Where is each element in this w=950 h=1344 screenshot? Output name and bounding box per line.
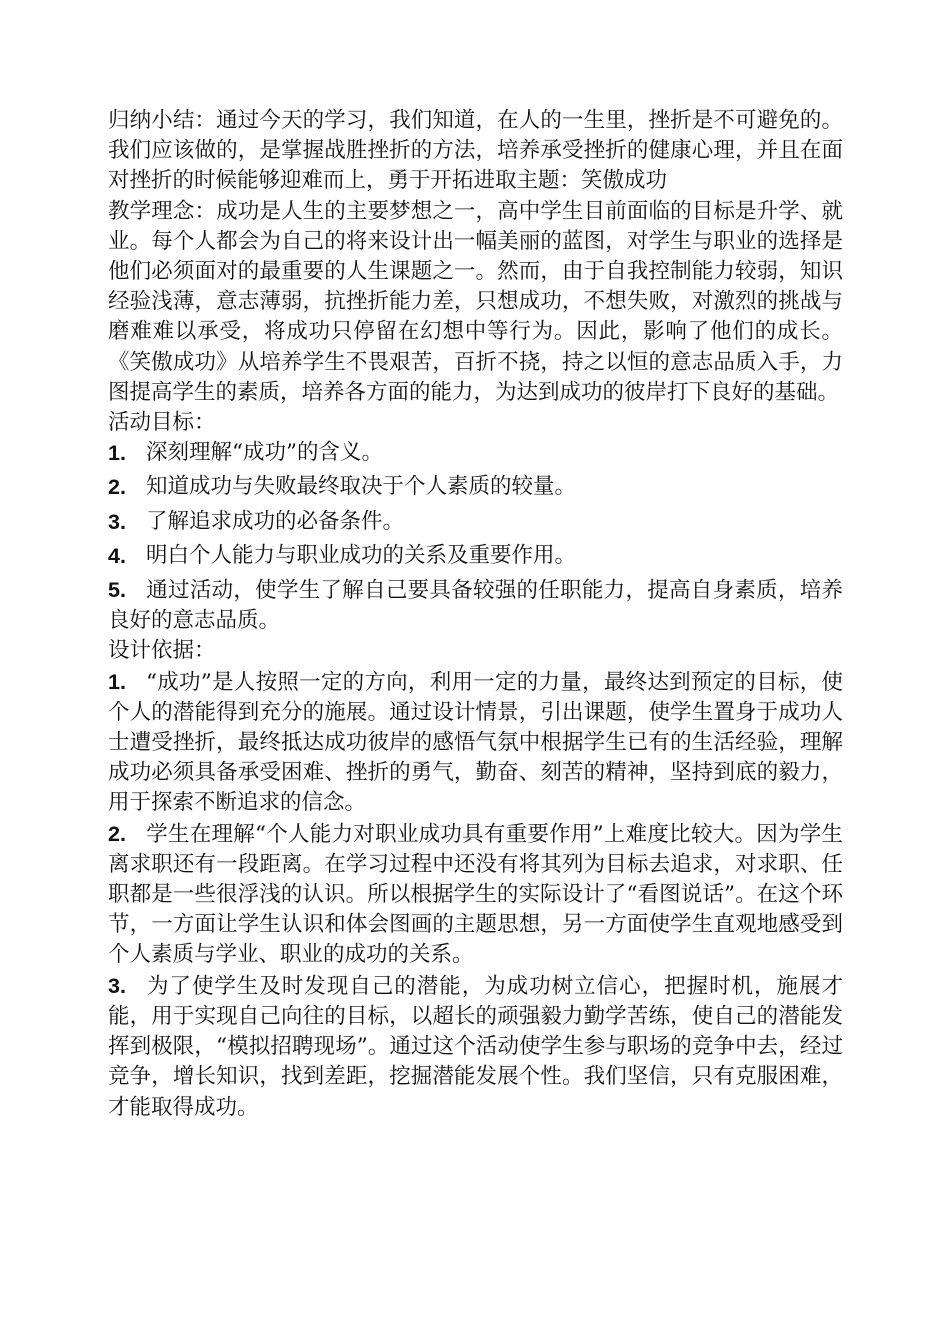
- list-text: 明白个人能力与职业成功的关系及重要作用。: [146, 542, 577, 568]
- list-number: 2.: [108, 821, 126, 846]
- list-number: 1.: [108, 669, 126, 694]
- list-text: 学生在理解“个人能力对职业成功具有重要作用”上难度比较大。因为学生离求职还有一段距离。在学习过程中还没有将其列为目标去追求，对求职、任职都是一些很浮浅的认识。所以根据学生的实际设计了“看图说话”。在这个环节，一方面让学生认识和体会图画的主题思想，另一方面使学生直观地感受到个人素质与学业、职业的成功的关系。: [108, 821, 843, 968]
- list-item: [108, 438, 843, 468]
- list-item: [108, 667, 843, 819]
- list-item: [108, 507, 843, 537]
- list-text: 通过活动，使学生了解自己要具备较强的任职能力，提高自身素质，培养良好的意志品质。: [108, 578, 843, 634]
- list-text: 深刻理解“成功”的含义。: [146, 440, 383, 466]
- list-text: “成功”是人按照一定的方向，利用一定的力量，最终达到预定的目标，使个人的潜能得到充分的施展。通过设计情景，引出课题，使学生置身于成功人士遭受挫折，最终抵达成功彼岸的感悟气氛中根据学生已有的生活经验，理解成功必须具备承受困难、挫折的勇气，勤奋、刻苦的精神，坚持到底的毅力，用于探索不断追求的信念。: [108, 669, 843, 816]
- list-text: 了解追求成功的必备条件。: [146, 508, 405, 534]
- basis-list: [108, 667, 843, 1123]
- list-item: [108, 971, 843, 1123]
- list-number: 3.: [108, 973, 126, 998]
- list-number: 1.: [108, 441, 126, 466]
- list-text: 知道成功与失败最终取决于个人素质的较量。: [146, 474, 577, 500]
- list-number: 5.: [108, 578, 126, 603]
- summary-paragraph: 归纳小结：通过今天的学习，我们知道，在人的一生里，挫折是不可避免的。我们应该做的，是掌握战胜挫折的方法，培养承受挫折的健康心理，并且在面对挫折的时候能够迎难而上，勇于开拓进取主题：笑傲成功: [108, 108, 843, 194]
- list-item: [108, 575, 843, 636]
- document-page: [108, 106, 843, 1123]
- basis-heading: 设计依据：: [108, 638, 216, 664]
- list-item: [108, 541, 843, 571]
- list-item: [108, 819, 843, 971]
- list-text: 为了使学生及时发现自己的潜能，为成功树立信心，把握时机，施展才能，用于实现自己向往的目标，以超长的顽强毅力勤学苦练，使自己的潜能发挥到极限，“模拟招聘现场”。通过这个活动使学生参与职场的竞争中去，经过竞争，增长知识，找到差距，挖掘潜能发展个性。我们坚信，只有克服困难，才能取得成功。: [108, 973, 843, 1120]
- list-item: [108, 472, 843, 502]
- list-number: 3.: [108, 509, 126, 534]
- philosophy-paragraph: 教学理念：成功是人生的主要梦想之一，高中学生目前面临的目标是升学、就业。每个人都会为自己的将来设计出一幅美丽的蓝图，对学生与职业的选择是他们必须面对的最重要的人生课题之一。然而，由于自我控制能力较弱，知识经验浅薄，意志薄弱，抗挫折能力差，只想成功，不想失败，对激烈的挑战与磨难难以承受，将成功只停留在幻想中等行为。因此，影响了他们的成长。《笑傲成功》从培养学生不畏艰苦，百折不挠，持之以恒的意志品质入手，力图提高学生的素质，培养各方面的能力，为达到成功的彼岸打下良好的基础。: [108, 198, 843, 405]
- list-number: 4.: [108, 543, 126, 568]
- goals-list: [108, 438, 843, 636]
- list-number: 2.: [108, 475, 126, 500]
- goals-heading: 活动目标：: [108, 410, 216, 436]
